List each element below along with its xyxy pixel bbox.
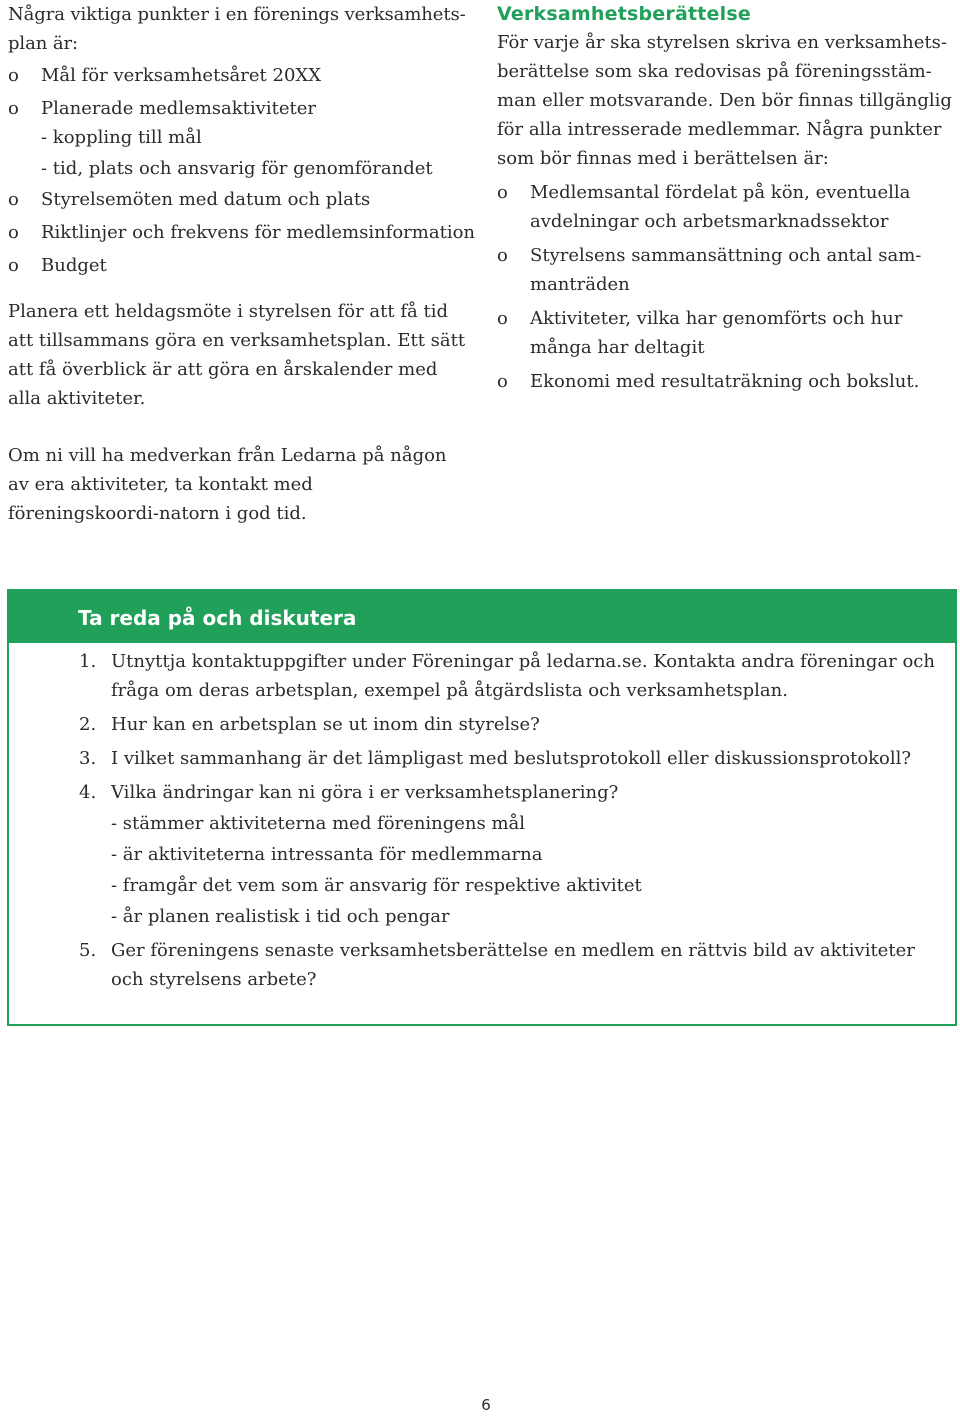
question-item xyxy=(79,710,935,739)
section-heading: Verksamhetsberättelse xyxy=(497,3,751,25)
question-number: 2. xyxy=(79,714,97,735)
question-number: 3. xyxy=(79,748,97,769)
sub-item: - stämmer aktiviteterna med föreningens mål xyxy=(111,813,526,834)
left-column xyxy=(8,0,480,528)
question-text: Hur kan en arbetsplan se ut inom din styrelse? xyxy=(111,714,540,735)
left-paragraph-contact: Om ni vill ha medverkan från Ledarna på någon av era aktiviteter, ta kontakt med föreningskoordi-natorn i god tid. xyxy=(8,445,447,524)
question-item xyxy=(79,744,935,773)
list-item: o Planerade medlemsaktiviteter - koppling till mål - tid, plats och ansvarig för genomförandet xyxy=(8,94,480,183)
left-bullet-list xyxy=(8,61,480,280)
list-item: o Ekonomi med resultaträkning och bokslut. xyxy=(497,367,955,396)
page-number: 6 xyxy=(481,1396,491,1414)
question-item xyxy=(79,778,935,931)
question-list xyxy=(79,647,935,994)
sub-item: - är aktiviteterna intressanta för medlemmarna xyxy=(111,844,543,865)
question-text: Vilka ändringar kan ni göra i er verksamhetsplanering? xyxy=(111,782,619,803)
list-item: o Styrelsemöten med datum och plats xyxy=(8,185,480,214)
question-text: I vilket sammanhang är det lämpligast med beslutsprotokoll eller diskussionsprotokoll? xyxy=(111,748,912,769)
bullet-icon: o xyxy=(8,189,19,210)
list-item: o Styrelsens sammansättning och antal sam-manträden xyxy=(497,241,955,299)
bullet-icon: o xyxy=(497,308,508,329)
list-item: o Aktiviteter, vilka har genomförts och hur många har deltagit xyxy=(497,304,955,362)
bullet-icon: o xyxy=(8,65,19,86)
list-item: o Mål för verksamhetsåret 20XX xyxy=(8,61,480,90)
bullet-icon: o xyxy=(8,222,19,243)
sub-item: - framgår det vem som är ansvarig för respektive aktivitet xyxy=(111,875,642,896)
question-sub-list xyxy=(111,809,935,931)
question-number: 4. xyxy=(79,782,97,803)
discussion-box-title: Ta reda på och diskutera xyxy=(9,591,955,643)
sub-item: - tid, plats och ansvarig för genomförandet xyxy=(41,158,433,179)
right-intro: För varje år ska styrelsen skriva en verksamhets-berättelse som ska redovisas på föreningsstäm-man eller motsvarande. Den bör finnas tillgänglig för alla intresserade medlemmar. Några punkter som bör finnas med i berättelsen är: xyxy=(497,32,952,169)
bullet-icon: o xyxy=(497,245,508,266)
discussion-box xyxy=(7,589,957,1026)
left-intro: Några viktiga punkter i en förenings verksamhets-plan är: xyxy=(8,4,466,54)
question-number: 1. xyxy=(79,651,97,672)
bullet-icon: o xyxy=(497,182,508,203)
left-paragraph-planning: Planera ett heldagsmöte i styrelsen för att få tid att tillsammans göra en verksamhetsplan. Ett sätt att få överblick är att göra en årskalender med alla aktiviteter. xyxy=(8,301,466,409)
question-item xyxy=(79,936,935,994)
right-bullet-list xyxy=(497,178,955,396)
discussion-box-body xyxy=(9,643,955,994)
list-item: o Medlemsantal fördelat på kön, eventuella avdelningar och arbetsmarknadssektor xyxy=(497,178,955,236)
right-column xyxy=(497,0,955,396)
question-item xyxy=(79,647,935,705)
bullet-icon: o xyxy=(8,98,19,119)
list-item: o Riktlinjer och frekvens för medlemsinformation xyxy=(8,218,480,247)
sub-item: - år planen realistisk i tid och pengar xyxy=(111,906,450,927)
question-text: Ger föreningens senaste verksamhetsberättelse en medlem en rättvis bild av aktiviteter och styrelsens arbete? xyxy=(111,940,915,990)
question-text: Utnyttja kontaktuppgifter under Föreningar på ledarna.se. Kontakta andra föreningar och fråga om deras arbetsplan, exempel på åtgärdslista och verksamhetsplan. xyxy=(111,651,935,701)
bullet-icon: o xyxy=(497,371,508,392)
bullet-icon: o xyxy=(8,255,19,276)
sub-item: - koppling till mål xyxy=(41,127,202,148)
list-item: o Budget xyxy=(8,251,480,280)
question-number: 5. xyxy=(79,940,97,961)
